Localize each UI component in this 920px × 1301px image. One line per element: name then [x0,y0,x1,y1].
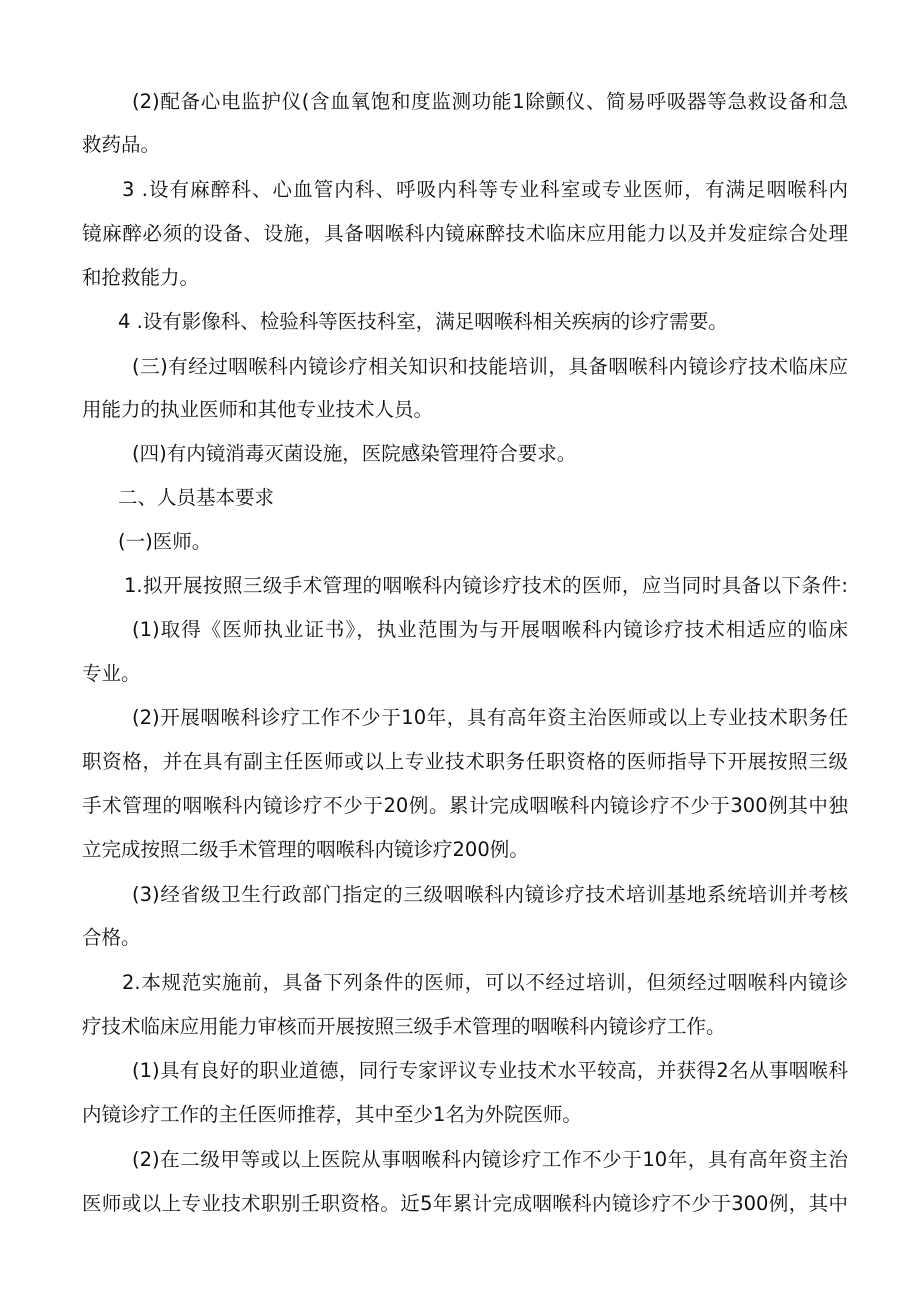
text-line: 专业。 [82,662,141,685]
text-line: 用能力的执业医师和其他专业技术人员。 [82,398,434,421]
text-line: 手术管理的咽喉科内镜诊疗不少于20例。累计完成咽喉科内镜诊疗不少于300例其中独 [82,794,848,817]
text-line: 医师或以上专业技术职别壬职资格。近5年累计完成咽喉科内镜诊疗不少于300例，其中 [82,1192,848,1215]
text-line: 3 .设有麻醉科、心血管内科、呼吸内科等专业科室或专业医师，有满足咽喉科内 [122,178,848,201]
text-line: 4 .设有影像科、检验科等医技科室，满足咽喉科相关疾病的诊疗需要。 [118,310,728,333]
text-line: 二、人员基本要求 [118,486,275,509]
text-line: (四)有内镜消毒灭菌设施，医院感染管理符合要求。 [132,442,577,465]
text-line: (3)经省级卫生行政部门指定的三级咽喉科内镜诊疗技术培训基地系统培训并考核 [132,883,848,906]
text-line: 2.本规范实施前，具备下列条件的医师，可以不经过培训，但须经过咽喉科内镜诊 [122,971,848,994]
text-line: (2)配备心电监护仪(含血氧饱和度监测功能1除颤仪、简易呼吸器等急救设备和急 [132,90,848,113]
text-line: 和抢救能力。 [82,266,200,289]
text-line: (1)具有良好的职业道德，同行专家评议专业技术水平较高，并获得2名从事咽喉科 [132,1059,848,1082]
text-line: (2)开展咽喉科诊疗工作不少于10年，具有高年资主治医师或以上专业技术职务任 [132,706,848,729]
text-line: 镜麻醉必须的设备、设施，具备咽喉科内镜麻醉技术临床应用能力以及并发症综合处理 [82,222,848,245]
text-line: (三)有经过咽喉科内镜诊疗相关知识和技能培训，具备咽喉科内镜诊疗技术临床应 [132,355,848,378]
text-line: 1.拟开展按照三级手术管理的咽喉科内镜诊疗技术的医师，应当同时具备以下条件: [124,574,848,597]
text-line: (一)医师。 [118,530,212,553]
text-line: (1)取得《医师执业证书》，执业范围为与开展咽喉科内镜诊疗技术相适应的临床 [132,618,848,641]
text-line: 疗技术临床应用能力审核而开展按照三级手术管理的咽喉科内镜诊疗工作。 [82,1015,726,1038]
text-line: 合格。 [82,926,141,949]
text-line: 内镜诊疗工作的主任医师推荐，其中至少1名为外院医师。 [82,1103,582,1126]
text-line: 立完成按照二级手术管理的咽喉科内镜诊疗200例。 [82,838,529,861]
text-line: (2)在二级甲等或以上医院从事咽喉科内镜诊疗工作不少于10年，具有高年资主治 [132,1148,848,1171]
text-line: 职资格，并在具有副主任医师或以上专业技术职务任职资格的医师指导下开展按照三级 [82,750,848,773]
text-line: 救药品。 [82,133,161,156]
